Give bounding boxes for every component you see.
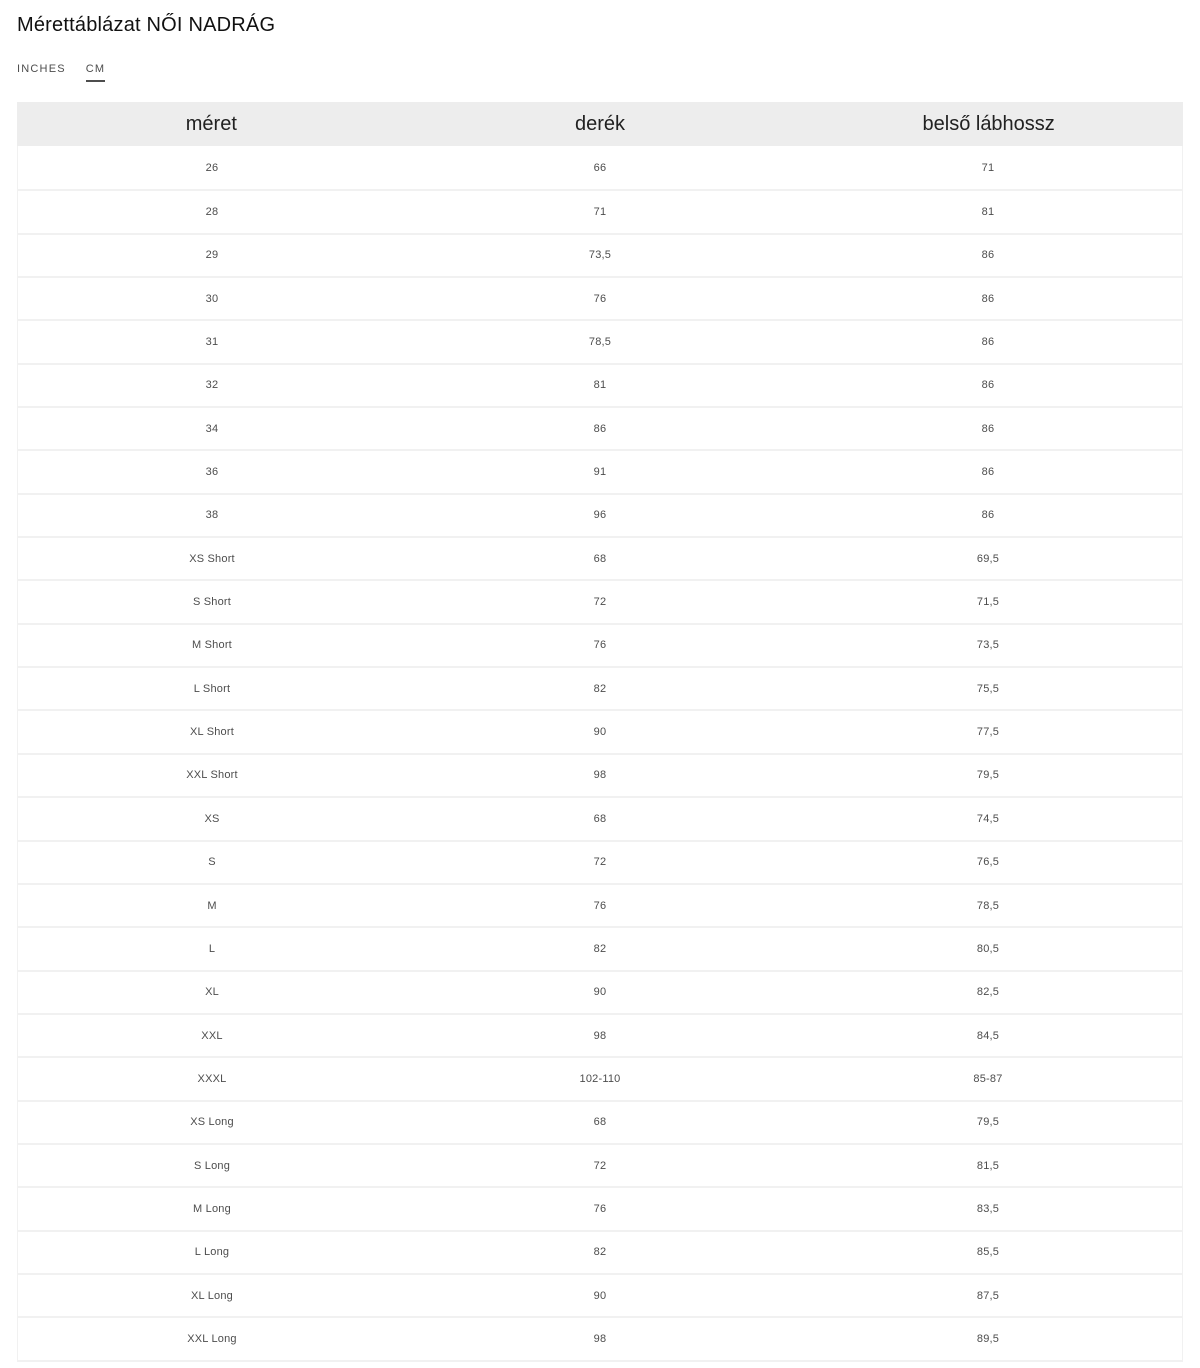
cell-derek: 73,5 <box>588 249 612 262</box>
cell-meret: 29 <box>205 249 219 262</box>
cell-belso-labhossz: 86 <box>981 379 995 392</box>
table-row <box>18 146 1182 189</box>
cell-belso-labhossz: 76,5 <box>976 856 1000 869</box>
cell-derek: 72 <box>593 596 607 609</box>
table-row <box>18 1100 1182 1143</box>
table-row <box>18 753 1182 796</box>
table-row <box>18 796 1182 839</box>
cell-belso-labhossz: 79,5 <box>976 769 1000 782</box>
cell-meret: 36 <box>205 466 219 479</box>
cell-meret: M Short <box>192 639 232 652</box>
cell-derek: 71 <box>593 206 607 219</box>
table-row <box>18 579 1182 622</box>
cell-belso-labhossz: 86 <box>981 509 995 522</box>
size-table-body <box>17 146 1183 1362</box>
cell-derek: 72 <box>593 856 607 869</box>
cell-meret: 31 <box>205 336 219 349</box>
cell-belso-labhossz: 86 <box>981 292 995 305</box>
table-row <box>18 319 1182 362</box>
tab-inches[interactable]: INCHES <box>17 63 66 75</box>
cell-meret: S Short <box>192 596 232 609</box>
cell-derek: 98 <box>593 1332 607 1345</box>
table-row <box>18 1143 1182 1186</box>
cell-belso-labhossz: 73,5 <box>976 639 1000 652</box>
cell-meret: M Long <box>193 1202 231 1215</box>
cell-derek: 98 <box>593 1029 607 1042</box>
table-row <box>18 1273 1182 1316</box>
cell-belso-labhossz: 74,5 <box>976 812 1000 825</box>
page-title: Mérettáblázat NŐI NADRÁG <box>17 14 276 36</box>
unit-tabs <box>17 63 1183 82</box>
table-row <box>18 189 1182 232</box>
table-row <box>18 1186 1182 1229</box>
cell-meret: XL Long <box>191 1289 233 1302</box>
cell-meret: S Long <box>193 1159 231 1172</box>
table-row <box>18 233 1182 276</box>
table-row <box>18 623 1182 666</box>
table-row <box>18 883 1182 926</box>
cell-meret: XS Long <box>190 1116 234 1129</box>
cell-derek: 68 <box>593 812 607 825</box>
cell-belso-labhossz: 81 <box>981 206 995 219</box>
table-row <box>18 1013 1182 1056</box>
cell-meret: XL Short <box>190 726 234 739</box>
column-header-meret: méret <box>185 112 237 135</box>
cell-meret: 38 <box>205 509 219 522</box>
cell-meret: XS <box>204 812 220 825</box>
size-table-header <box>17 102 1183 146</box>
cell-derek: 76 <box>593 899 607 912</box>
cell-belso-labhossz: 86 <box>981 336 995 349</box>
cell-derek: 68 <box>593 1116 607 1129</box>
cell-derek: 82 <box>593 942 607 955</box>
cell-derek: 76 <box>593 1202 607 1215</box>
cell-belso-labhossz: 69,5 <box>976 552 1000 565</box>
cell-derek: 76 <box>593 292 607 305</box>
cell-meret: L <box>208 942 216 955</box>
table-row <box>18 1230 1182 1273</box>
cell-belso-labhossz: 71,5 <box>976 596 1000 609</box>
cell-meret: XS Short <box>189 552 235 565</box>
cell-belso-labhossz: 75,5 <box>976 682 1000 695</box>
cell-derek: 90 <box>593 1289 607 1302</box>
cell-belso-labhossz: 85-87 <box>973 1072 1003 1085</box>
cell-derek: 90 <box>593 726 607 739</box>
table-row <box>18 1056 1182 1099</box>
cell-derek: 82 <box>593 682 607 695</box>
cell-belso-labhossz: 86 <box>981 422 995 435</box>
table-row <box>18 276 1182 319</box>
cell-derek: 81 <box>593 379 607 392</box>
cell-belso-labhossz: 83,5 <box>976 1202 1000 1215</box>
cell-meret: L Long <box>194 1246 230 1259</box>
tab-cm[interactable]: CM <box>86 63 106 82</box>
cell-belso-labhossz: 80,5 <box>976 942 1000 955</box>
cell-meret: 30 <box>205 292 219 305</box>
size-table <box>17 102 1183 1362</box>
cell-belso-labhossz: 78,5 <box>976 899 1000 912</box>
cell-derek: 102-110 <box>579 1072 621 1085</box>
cell-belso-labhossz: 86 <box>981 466 995 479</box>
cell-belso-labhossz: 84,5 <box>976 1029 1000 1042</box>
column-header-derek: derék <box>574 112 625 135</box>
cell-meret: XXL Short <box>186 769 238 782</box>
cell-belso-labhossz: 71 <box>981 161 995 174</box>
cell-meret: 34 <box>205 422 219 435</box>
table-row <box>18 363 1182 406</box>
cell-belso-labhossz: 87,5 <box>976 1289 1000 1302</box>
cell-belso-labhossz: 79,5 <box>976 1116 1000 1129</box>
table-row <box>18 406 1182 449</box>
cell-derek: 68 <box>593 552 607 565</box>
cell-derek: 78,5 <box>588 336 612 349</box>
cell-belso-labhossz: 77,5 <box>976 726 1000 739</box>
cell-meret: XXL <box>201 1029 223 1042</box>
cell-meret: XL <box>205 986 219 999</box>
cell-derek: 76 <box>593 639 607 652</box>
cell-meret: M <box>207 899 217 912</box>
cell-derek: 96 <box>593 509 607 522</box>
cell-derek: 98 <box>593 769 607 782</box>
cell-belso-labhossz: 85,5 <box>976 1246 1000 1259</box>
cell-belso-labhossz: 89,5 <box>976 1332 1000 1345</box>
cell-meret: L Short <box>193 682 231 695</box>
cell-belso-labhossz: 82,5 <box>976 986 1000 999</box>
cell-derek: 72 <box>593 1159 607 1172</box>
table-row <box>18 970 1182 1013</box>
cell-meret: 32 <box>205 379 219 392</box>
cell-meret: 26 <box>205 161 219 174</box>
table-row <box>18 840 1182 883</box>
table-row <box>18 493 1182 536</box>
cell-derek: 86 <box>593 422 607 435</box>
cell-derek: 90 <box>593 986 607 999</box>
cell-derek: 82 <box>593 1246 607 1259</box>
cell-derek: 91 <box>593 466 607 479</box>
cell-derek: 66 <box>593 161 607 174</box>
cell-meret: S <box>208 856 216 869</box>
table-row <box>18 536 1182 579</box>
table-row <box>18 666 1182 709</box>
cell-belso-labhossz: 81,5 <box>976 1159 1000 1172</box>
table-row <box>18 709 1182 752</box>
cell-meret: XXL Long <box>187 1332 237 1345</box>
table-row <box>18 449 1182 492</box>
cell-belso-labhossz: 86 <box>981 249 995 262</box>
table-row <box>18 926 1182 969</box>
cell-meret: XXXL <box>197 1072 227 1085</box>
column-header-belso-labhossz: belső lábhossz <box>922 112 1055 135</box>
table-row <box>18 1316 1182 1359</box>
cell-meret: 28 <box>205 206 219 219</box>
